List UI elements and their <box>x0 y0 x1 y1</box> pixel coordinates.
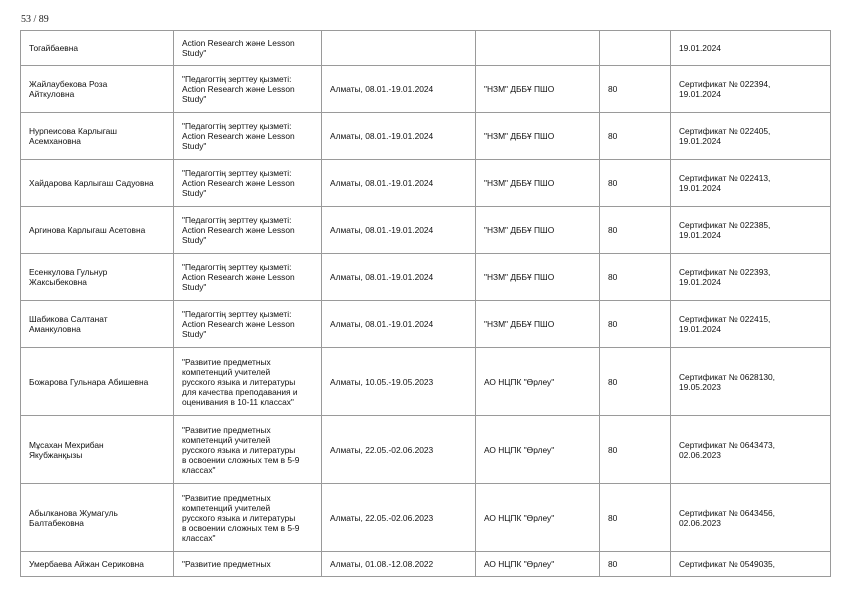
table-row <box>21 348 831 416</box>
place-dates-cell: Алматы, 08.01.-19.01.2024 <box>322 207 476 254</box>
organizer-cell: "НЗМ" ДББҰ ПШО <box>476 160 600 207</box>
organizer-cell: АО НЦПК "Өрлеу" <box>476 416 600 484</box>
teacher-name-cell: Тогайбаевна <box>21 31 174 66</box>
certificate-cell: Сертификат № 022393, 19.01.2024 <box>671 254 831 301</box>
place-dates-cell <box>322 31 476 66</box>
certificate-cell: Сертификат № 022405, 19.01.2024 <box>671 113 831 160</box>
certificate-cell: Сертификат № 0643456, 02.06.2023 <box>671 484 831 552</box>
place-dates-cell: Алматы, 08.01.-19.01.2024 <box>322 160 476 207</box>
table-row <box>21 484 831 552</box>
hours-cell: 80 <box>600 552 671 577</box>
organizer-cell: "НЗМ" ДББҰ ПШО <box>476 207 600 254</box>
hours-cell: 80 <box>600 254 671 301</box>
course-title-cell: "Педагогтің зерттеу қызметі: Action Research және Lesson Study" <box>174 113 322 160</box>
teacher-name-cell: Жайлаубекова Роза Айткуловна <box>21 66 174 113</box>
table-row <box>21 552 831 577</box>
place-dates-cell: Алматы, 10.05.-19.05.2023 <box>322 348 476 416</box>
table-row <box>21 160 831 207</box>
certificate-cell: Сертификат № 0643473, 02.06.2023 <box>671 416 831 484</box>
teacher-name-cell: Хайдарова Карлыгаш Садуовна <box>21 160 174 207</box>
page-indicator: 53 / 89 <box>21 14 49 25</box>
table-row <box>21 207 831 254</box>
course-title-cell: "Педагогтің зерттеу қызметі: Action Research және Lesson Study" <box>174 207 322 254</box>
teacher-name-cell: Абылканова Жумагуль Балтабековна <box>21 484 174 552</box>
teacher-name-cell: Мұсахан Мехрибан Якубжанқызы <box>21 416 174 484</box>
teacher-name-cell: Шабикова Салтанат Аманкуловна <box>21 301 174 348</box>
hours-cell <box>600 31 671 66</box>
course-title-cell: "Педагогтің зерттеу қызметі: Action Research және Lesson Study" <box>174 66 322 113</box>
organizer-cell: "НЗМ" ДББҰ ПШО <box>476 254 600 301</box>
certificate-cell: Сертификат № 0628130, 19.05.2023 <box>671 348 831 416</box>
teacher-name-cell: Божарова Гульнара Абишевна <box>21 348 174 416</box>
course-title-cell: "Педагогтің зерттеу қызметі: Action Research және Lesson Study" <box>174 160 322 207</box>
certificate-cell: 19.01.2024 <box>671 31 831 66</box>
organizer-cell: АО НЦПК "Өрлеу" <box>476 484 600 552</box>
table-row <box>21 254 831 301</box>
hours-cell: 80 <box>600 207 671 254</box>
course-title-cell: "Развитие предметных <box>174 552 322 577</box>
organizer-cell: АО НЦПК "Өрлеу" <box>476 552 600 577</box>
teacher-name-cell: Нурпеисова Карлыгаш Асемхановна <box>21 113 174 160</box>
table-row <box>21 113 831 160</box>
certificate-cell: Сертификат № 022415, 19.01.2024 <box>671 301 831 348</box>
organizer-cell <box>476 31 600 66</box>
teacher-name-cell: Аргинова Карлыгаш Асетовна <box>21 207 174 254</box>
hours-cell: 80 <box>600 160 671 207</box>
place-dates-cell: Алматы, 22.05.-02.06.2023 <box>322 484 476 552</box>
organizer-cell: "НЗМ" ДББҰ ПШО <box>476 301 600 348</box>
place-dates-cell: Алматы, 08.01.-19.01.2024 <box>322 301 476 348</box>
hours-cell: 80 <box>600 484 671 552</box>
organizer-cell: "НЗМ" ДББҰ ПШО <box>476 66 600 113</box>
place-dates-cell: Алматы, 08.01.-19.01.2024 <box>322 254 476 301</box>
hours-cell: 80 <box>600 66 671 113</box>
place-dates-cell: Алматы, 08.01.-19.01.2024 <box>322 66 476 113</box>
table-row <box>21 66 831 113</box>
hours-cell: 80 <box>600 416 671 484</box>
certificate-cell: Сертификат № 0549035, <box>671 552 831 577</box>
certificate-cell: Сертификат № 022394, 19.01.2024 <box>671 66 831 113</box>
course-title-cell: "Развитие предметных компетенций учителей русского языка и литературы в освоении сложных тем в 5-9 классах" <box>174 416 322 484</box>
hours-cell: 80 <box>600 113 671 160</box>
courses-table <box>20 30 831 577</box>
organizer-cell: "НЗМ" ДББҰ ПШО <box>476 113 600 160</box>
table-row <box>21 416 831 484</box>
course-title-cell: "Педагогтің зерттеу қызметі: Action Research және Lesson Study" <box>174 254 322 301</box>
table-row <box>21 301 831 348</box>
course-title-cell: Action Research және Lesson Study" <box>174 31 322 66</box>
hours-cell: 80 <box>600 301 671 348</box>
course-title-cell: "Развитие предметных компетенций учителей русского языка и литературы для качества преподавания и оценивания в 10-11 классах" <box>174 348 322 416</box>
place-dates-cell: Алматы, 22.05.-02.06.2023 <box>322 416 476 484</box>
organizer-cell: АО НЦПК "Өрлеу" <box>476 348 600 416</box>
table-row <box>21 31 831 66</box>
teacher-name-cell: Есенкулова Гульнур Жаксыбековна <box>21 254 174 301</box>
hours-cell: 80 <box>600 348 671 416</box>
place-dates-cell: Алматы, 01.08.-12.08.2022 <box>322 552 476 577</box>
place-dates-cell: Алматы, 08.01.-19.01.2024 <box>322 113 476 160</box>
teacher-name-cell: Умербаева Айжан Сериковна <box>21 552 174 577</box>
certificate-cell: Сертификат № 022413, 19.01.2024 <box>671 160 831 207</box>
certificate-cell: Сертификат № 022385, 19.01.2024 <box>671 207 831 254</box>
course-title-cell: "Педагогтің зерттеу қызметі: Action Research және Lesson Study" <box>174 301 322 348</box>
course-title-cell: "Развитие предметных компетенций учителей русского языка и литературы в освоении сложных тем в 5-9 классах" <box>174 484 322 552</box>
